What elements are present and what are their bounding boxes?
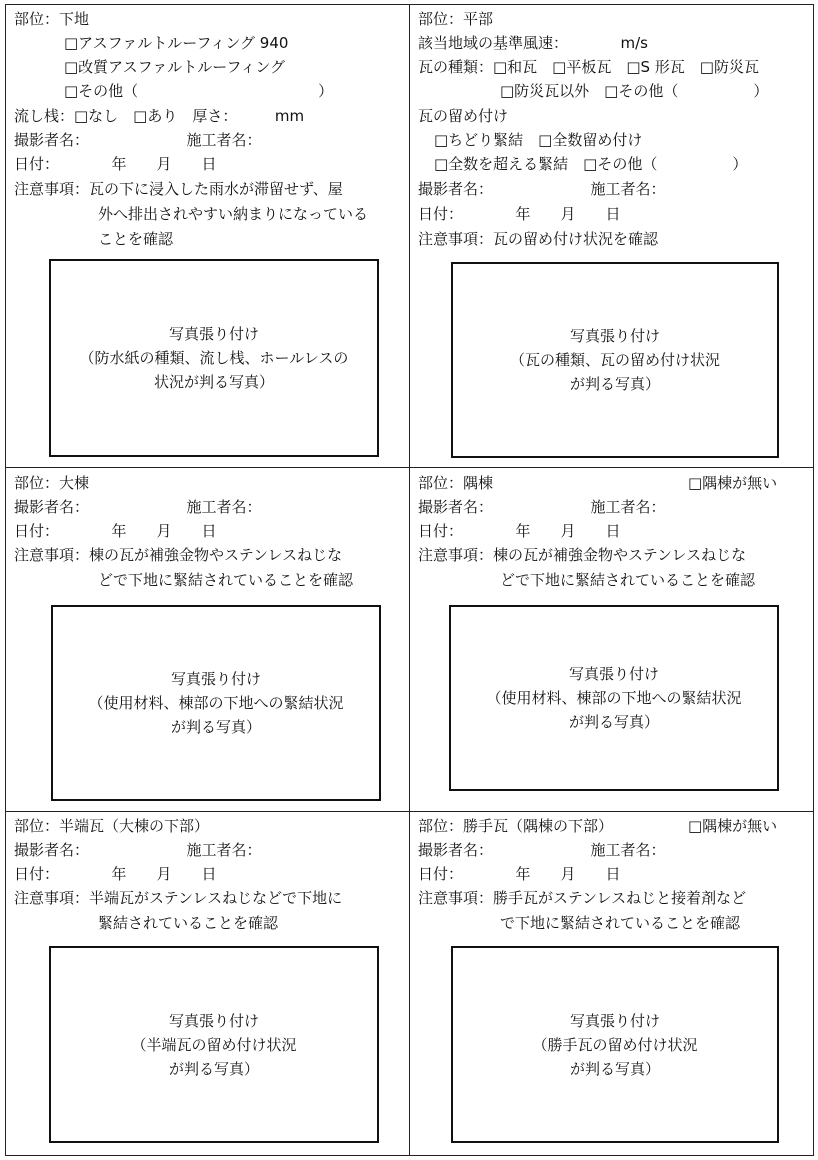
photo-title: 写真張り付け	[569, 1011, 660, 1030]
photo-caption: （瓦の種類、瓦の留め付け状況	[509, 351, 720, 369]
photo-placeholder	[49, 259, 379, 457]
notes-line: で下地に緊結されていることを確認	[500, 914, 741, 932]
wind-speed-line: 該当地域の基準風速： m/s	[418, 34, 648, 52]
notes-line: どで下地に緊結されていることを確認	[98, 571, 354, 589]
date-line: 日付： 年 月 日	[14, 522, 217, 540]
photo-caption: が判る写真）	[569, 1059, 660, 1078]
date-line: 日付： 年 月 日	[14, 155, 217, 173]
notes-line: ことを確認	[98, 230, 174, 248]
checkbox-asphalt-roofing[interactable]: □アスファルトルーフィング 940	[64, 34, 289, 52]
checkbox-other[interactable]: □その他（ ）	[64, 82, 334, 100]
photographer-line: 撮影者名： 施工者名：	[418, 841, 666, 859]
photo-caption: が判る写真）	[568, 713, 659, 731]
photo-placeholder	[449, 605, 779, 791]
checkbox-modified-asphalt[interactable]: □改質アスファルトルーフィング	[64, 58, 286, 76]
fixing-heading: 瓦の留め付け	[418, 107, 509, 125]
photographer-line: 撮影者名： 施工者名：	[14, 841, 262, 859]
photo-caption: が判る写真）	[170, 718, 261, 736]
tile-type-line[interactable]: 瓦の種類：□和瓦 □平板瓦 □S 形瓦 □防災瓦	[418, 58, 759, 76]
notes-line: 注意事項：半端瓦がステンレスねじなどで下地に	[14, 889, 343, 907]
photo-title: 写真張り付け	[569, 327, 660, 345]
photo-title: 写真張り付け	[568, 665, 659, 683]
part-label: 部位：大棟	[14, 474, 90, 492]
part-label: 部位：下地	[14, 10, 90, 28]
photographer-line: 撮影者名： 施工者名：	[418, 180, 666, 198]
checkbox-no-hip-ridge[interactable]: □隅棟が無い	[688, 817, 778, 835]
part-label: 部位：平部	[418, 10, 494, 28]
photo-caption: （使用材料、棟部の下地への緊結状況	[88, 694, 344, 712]
photo-placeholder	[451, 946, 779, 1143]
part-label: 部位：半端瓦（大棟の下部）	[14, 817, 210, 835]
date-line: 日付： 年 月 日	[418, 865, 621, 883]
photo-placeholder	[451, 262, 779, 458]
tile-type-line[interactable]: □防災瓦以外 □その他（ ）	[500, 82, 769, 100]
fixing-options[interactable]: □ちどり緊結 □全数留め付け	[434, 131, 643, 149]
photo-title: 写真張り付け	[168, 325, 259, 343]
part-label: 部位：隅棟	[418, 474, 494, 492]
checkbox-no-hip-ridge[interactable]: □隅棟が無い	[688, 474, 778, 492]
photo-caption: （使用材料、棟部の下地への緊結状況	[486, 689, 742, 707]
photo-caption: 状況が判る写真）	[153, 373, 274, 391]
photographer-line: 撮影者名： 施工者名：	[14, 131, 262, 149]
photo-title: 写真張り付け	[168, 1011, 259, 1030]
notes-line: 注意事項：瓦の留め付け状況を確認	[418, 230, 659, 248]
photographer-line: 撮影者名： 施工者名：	[14, 498, 262, 516]
photo-placeholder	[51, 605, 381, 801]
notes-line: どで下地に緊結されていることを確認	[500, 571, 756, 589]
notes-line: 注意事項：棟の瓦が補強金物やステンレスねじな	[14, 546, 343, 564]
photo-caption: が判る写真）	[569, 375, 660, 393]
photo-caption: が判る写真）	[168, 1059, 259, 1078]
date-line: 日付： 年 月 日	[418, 522, 621, 540]
batten-line: 流し桟：□なし □あり 厚さ： mm	[14, 107, 305, 125]
date-line: 日付： 年 月 日	[14, 865, 217, 883]
photo-placeholder	[49, 946, 379, 1143]
part-label: 部位：勝手瓦（隅棟の下部）	[418, 817, 614, 835]
photo-caption: （防水紙の種類、流し桟、ホールレスの	[79, 349, 349, 367]
photographer-line: 撮影者名： 施工者名：	[418, 498, 666, 516]
date-line: 日付： 年 月 日	[418, 205, 621, 223]
photo-caption: （勝手瓦の留め付け状況	[532, 1035, 698, 1054]
photo-caption: （半端瓦の留め付け状況	[131, 1035, 297, 1054]
notes-line: 緊結されていることを確認	[98, 914, 279, 932]
notes-line: 注意事項：勝手瓦がステンレスねじと接着剤など	[418, 889, 747, 907]
notes-line: 注意事項：棟の瓦が補強金物やステンレスねじな	[418, 546, 747, 564]
notes-line: 外へ排出されやすい納まりになっている	[98, 205, 369, 223]
notes-line: 注意事項：瓦の下に浸入した雨水が滞留せず、屋	[14, 180, 343, 198]
fixing-options[interactable]: □全数を超える緊結 □その他（ ）	[434, 155, 748, 173]
photo-title: 写真張り付け	[170, 670, 261, 688]
